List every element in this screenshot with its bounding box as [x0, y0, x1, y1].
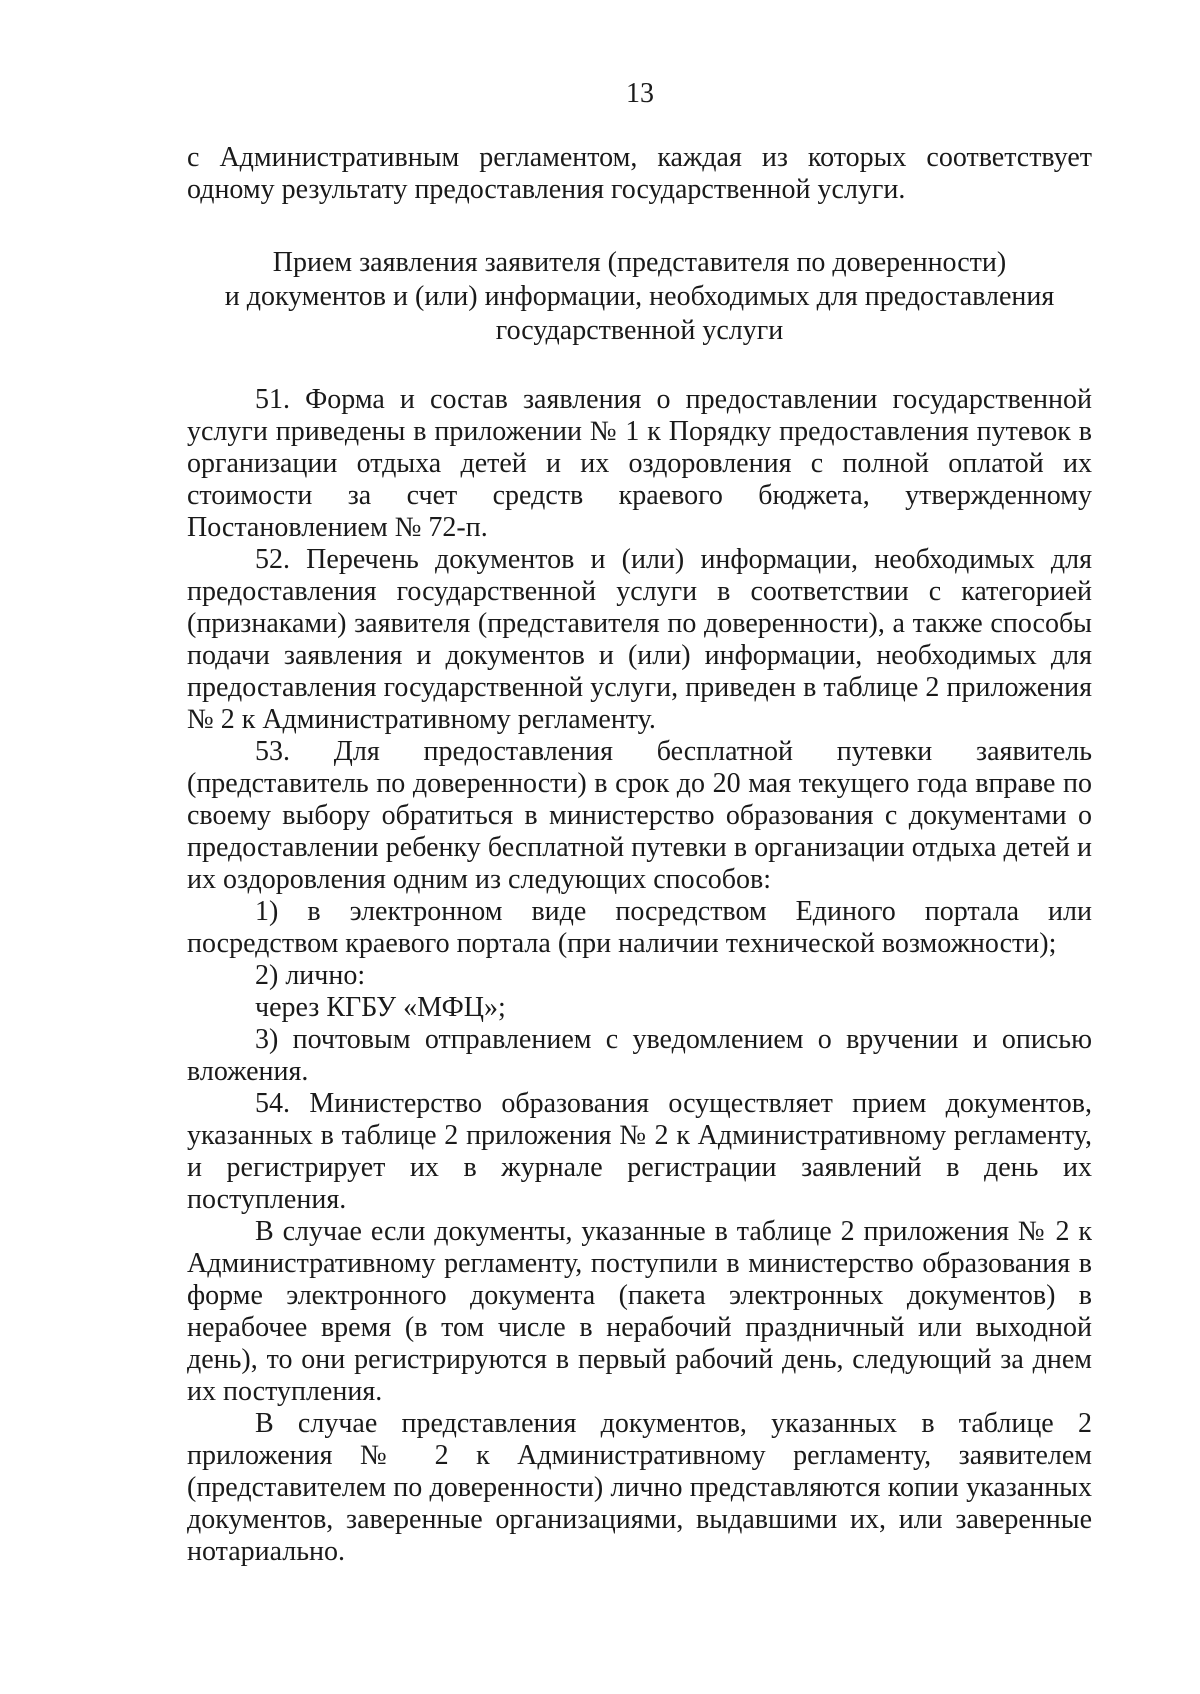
document-body — [187, 142, 1092, 1568]
section-heading — [187, 246, 1092, 348]
list-item-2: 2) лично: — [255, 960, 366, 991]
list-item-1: 1) в электронном виде посредством Единого портала или посредством краевого портала (при наличии технической возможности); — [187, 896, 1092, 959]
list-item-3: 3) почтовым отправлением с уведомлением о вручении и описью вложения. — [187, 1024, 1092, 1087]
heading-line-1: Прием заявления заявителя (представителя по доверенности) — [272, 247, 1007, 278]
paragraph-54-electronic: В случае если документы, указанные в таблице 2 приложения № 2 к Административному регламенту, поступили в министерство образования в форме электронного документа (пакета электронных документов) в нерабочее время (в том числе в нерабочий праздничный или выходной день), то они регистрируются в первый рабочий день, следующий за днем их поступления. — [187, 1216, 1092, 1407]
page-number: 13 — [626, 78, 654, 109]
paragraph-54: 54. Министерство образования осуществляет прием документов, указанных в таблице 2 приложения № 2 к Административному регламенту, и регистрирует их в журнале регистрации заявлений в день их поступления. — [187, 1088, 1092, 1215]
paragraph-52: 52. Перечень документов и (или) информации, необходимых для предоставления государственной услуги в соответствии с категорией (признаками) заявителя (представителя по доверенности), а также способы подачи заявления и документов и (или) информации, необходимых для предоставления государственной услуги, приведен в таблице 2 приложения № 2 к Административному регламенту. — [187, 544, 1092, 735]
paragraph-53: 53. Для предоставления бесплатной путевки заявитель (представитель по доверенности) в срок до 20 мая текущего года вправе по своему выбору обратиться в министерство образования с документами о предоставлении ребенку бесплатной путевки в организации отдыха детей и их оздоровления одним из следующих способов: — [187, 736, 1092, 895]
paragraph-54-copies: В случае представления документов, указанных в таблице 2 приложения № 2 к Административному регламенту, заявителем (представителем по доверенности) лично представляются копии указанных документов, заверенные организациями, выдавшими их, или заверенные нотариально. — [187, 1408, 1092, 1567]
heading-line-2: и документов и (или) информации, необходимых для предоставления — [224, 281, 1055, 312]
list-item-2-sub: через КГБУ «МФЦ»; — [255, 992, 506, 1023]
heading-line-3: государственной услуги — [495, 315, 784, 346]
intro-paragraph: с Административным регламентом, каждая из которых соответствует одному результату предоставления государственной услуги. — [187, 142, 1092, 205]
paragraph-51: 51. Форма и состав заявления о предоставлении государственной услуги приведены в приложении № 1 к Порядку предоставления путевок в организации отдыха детей и их оздоровления с полной оплатой их стоимости за счет средств краевого бюджета, утвержденному Постановлением № 72-п. — [187, 384, 1092, 543]
